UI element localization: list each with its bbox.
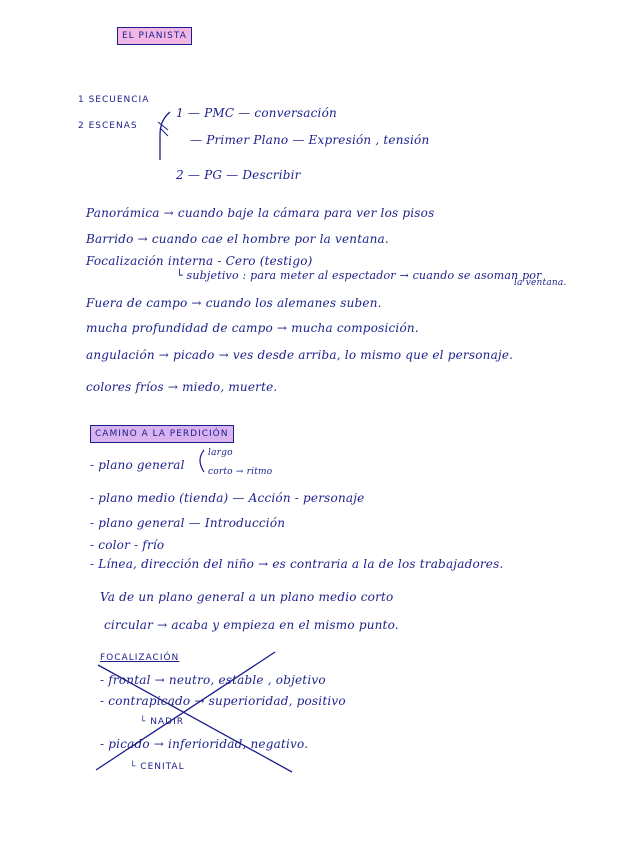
sentence-circular: circular → acaba y empieza en el mismo punto. [104,618,399,632]
strike-line-1 [98,665,292,772]
focal-nadir: └ NADIR [140,717,185,727]
scene-branch-3: 2 — PG — Describir [176,168,301,182]
secuencia-line: 1 SECUENCIA [78,95,150,105]
section-heading-focalizacion: FOCALIZACIÓN [100,653,180,663]
section-heading-camino: CAMINO A LA PERDICIÓN [90,425,234,443]
item-plano-medio: - plano medio (tienda) — Acción - personaje [90,491,365,505]
escenas-brace [160,112,170,160]
focal-cenital: └ CENITAL [130,762,185,772]
note-subjetivo: └ subjetivo : para meter al espectador → cuando se asoman por [176,269,542,282]
note-ventana: la ventana. [514,278,567,288]
note-panoramica: Panorámica → cuando baje la cámara para ver los pisos [86,206,435,220]
largo-label: largo [208,448,233,458]
sentence-plano: Va de un plano general a un plano medio corto [100,590,394,604]
page-title: EL PIANISTA [117,27,192,45]
largo-corto-brace [200,450,204,472]
focal-contrapicado: - contrapicado → superioridad, positivo [100,694,346,708]
scene-branch-1: 1 — PMC — conversación [176,106,337,120]
note-barrido: Barrido → cuando cae el hombre por la ventana. [86,232,389,246]
corto-label: corto → ritmo [208,467,273,477]
note-profundidad: mucha profundidad de campo → mucha composición. [86,321,419,335]
note-colores: colores fríos → miedo, muerte. [86,380,278,394]
item-color: - color - frío [90,538,165,552]
item-linea: - Línea, dirección del niño → es contraria a la de los trabajadores. [90,557,504,571]
escenas-line: 2 ESCENAS [78,121,138,131]
note-angulacion: angulación → picado → ves desde arriba, lo mismo que el personaje. [86,348,514,362]
scene-branch-2: — Primer Plano — Expresión , tensión [190,133,430,147]
focal-picado: - picado → inferioridad, negativo. [100,737,309,751]
note-fuera-campo: Fuera de campo → cuando los alemanes suben. [86,296,382,310]
item-plano-general: - plano general — Introducción [90,516,286,530]
focal-frontal: - frontal → neutro, estable , objetivo [100,673,326,687]
plano-general-line: - plano general [90,458,185,472]
strike-line-2 [96,652,275,770]
note-focalizacion: Focalización interna - Cero (testigo) [86,254,313,268]
